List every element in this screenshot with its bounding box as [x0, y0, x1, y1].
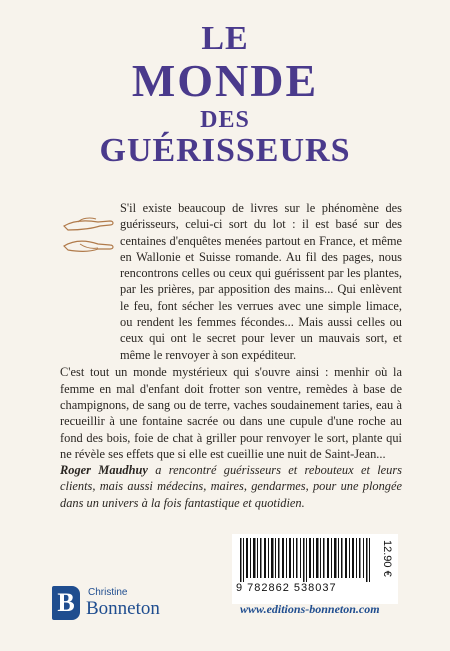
paragraph-1-text: S'il existe beaucoup de livres sur le phénomène des guérisseurs, celui-ci sort du lot : il est basé sur des centaines d'enquêtes menées partout en France, et même en Wallonie et Suisse romande. Au fil des pages, nous rencontrons celles ou ceux qui guérissent par les plantes, par les prières, par apposition des mains... Qui enlèvent le feu, font sécher les verrues avec une simple limace, ou rendent les femmes fécondes... Mais aussi celles ou ceux qui ont le secret pour lever un mauvais sort, et même le renvoyer à son expéditeur. [120, 201, 402, 362]
book-title [0, 22, 450, 168]
isbn-number: 9 782862 538037 [236, 582, 337, 594]
author-description: a rencontré guérisseurs et rebouteux et leurs clients, mais aussi médecins, maires, gendarmes, pour une plongée dans un univers à la fois fantastique et quotidien. [60, 463, 402, 510]
title-line-2: MONDE [131, 55, 319, 106]
author-name: Roger Maudhuy [60, 463, 148, 477]
publisher-logo [52, 586, 192, 620]
publisher-name-main: Bonneton [86, 598, 160, 619]
publisher-website[interactable]: www.editions-bonneton.com [240, 602, 380, 616]
author-paragraph [60, 462, 402, 511]
paragraph-2-text: C'est tout un monde mystérieux qui s'ouvre ainsi : menhir où la femme en mal d'enfant doit frotter son ventre, remèdes à base de champignons, de sang ou de terre, vaches soudainement taries, eau à recueillir à une fontaine sacrée ou dans une cupule d'une roche au fond des bois, foie de chat à griller pour renvoyer le sort, plante qui ne révèle ses effets que si elle est cueillie une nuit de Saint-Jean... [60, 365, 402, 461]
title-line-3: DES [200, 107, 250, 133]
barcode-area [232, 534, 398, 604]
description-paragraph-2 [60, 352, 402, 475]
publisher-name-top: Christine [88, 587, 128, 598]
price-label: 12.90 € [381, 540, 393, 577]
title-line-4: GUÉRISSEURS [99, 132, 351, 169]
description-paragraph-1 [120, 200, 402, 363]
barcode-icon [238, 538, 374, 582]
publisher-logo-mark: B [52, 586, 80, 620]
title-line-1: LE [201, 20, 249, 57]
healing-hands-icon [60, 208, 120, 258]
